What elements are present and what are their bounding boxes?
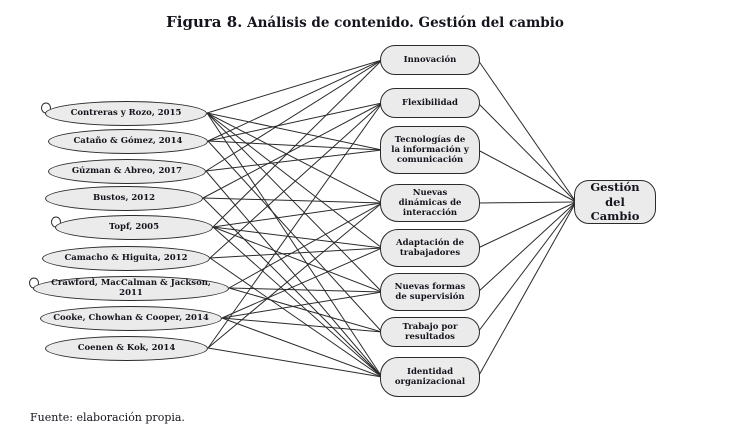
edge-line <box>222 318 382 377</box>
edge-line <box>478 202 576 292</box>
edge-line <box>208 103 382 348</box>
edge-line <box>206 60 382 171</box>
author-node: Coenen & Kok, 2014 <box>45 336 208 361</box>
edge-line <box>478 202 576 332</box>
concept-node: Flexibilidad <box>380 88 480 118</box>
edge-line <box>213 203 382 227</box>
edge-line <box>478 202 576 203</box>
concept-node: Adaptación de trabajadores <box>380 229 480 267</box>
concept-node: Trabajo por resultados <box>380 317 480 347</box>
concept-node: Innovación <box>380 45 480 75</box>
edge-line <box>208 103 382 141</box>
author-node: Gúzman & Abreo, 2017 <box>48 159 206 184</box>
author-node: Crawford, MacCalman & Jackson, 2011 <box>33 276 229 301</box>
edge-line <box>478 60 576 202</box>
figure-number: Figura 8. <box>166 13 243 31</box>
author-node: Contreras y Rozo, 2015 <box>45 101 207 126</box>
author-node: Camacho & Higuita, 2012 <box>42 246 210 271</box>
author-node: Bustos, 2012 <box>45 186 203 211</box>
figure-caption: Análisis de contenido. Gestión del cambio <box>242 15 564 31</box>
edge-line <box>478 150 576 202</box>
edge-line <box>213 227 382 248</box>
edge-line <box>478 103 576 202</box>
edge-line <box>203 198 382 203</box>
target-node: Gestión del Cambio <box>574 180 656 224</box>
edge-line <box>206 150 382 171</box>
edge-line <box>229 288 382 292</box>
edge-line <box>208 60 382 141</box>
concept-node: Nuevas dinámicas de interacción <box>380 184 480 222</box>
concept-node: Identidad organizacional <box>380 357 480 397</box>
author-node: Cataño & Gómez, 2014 <box>48 129 208 154</box>
edge-line <box>478 202 576 377</box>
edge-line <box>207 113 382 150</box>
edge-line <box>210 248 382 258</box>
author-node: Topf, 2005 <box>55 215 213 240</box>
concept-node: Nuevas formas de supervisión <box>380 273 480 311</box>
author-node: Cooke, Chowhan & Cooper, 2014 <box>40 306 222 331</box>
edge-line <box>478 202 576 248</box>
concept-node: Tecnologías de la información y comunicación <box>380 126 480 174</box>
figure-source-note: Fuente: elaboración propia. <box>30 411 185 424</box>
edge-line <box>208 348 382 377</box>
